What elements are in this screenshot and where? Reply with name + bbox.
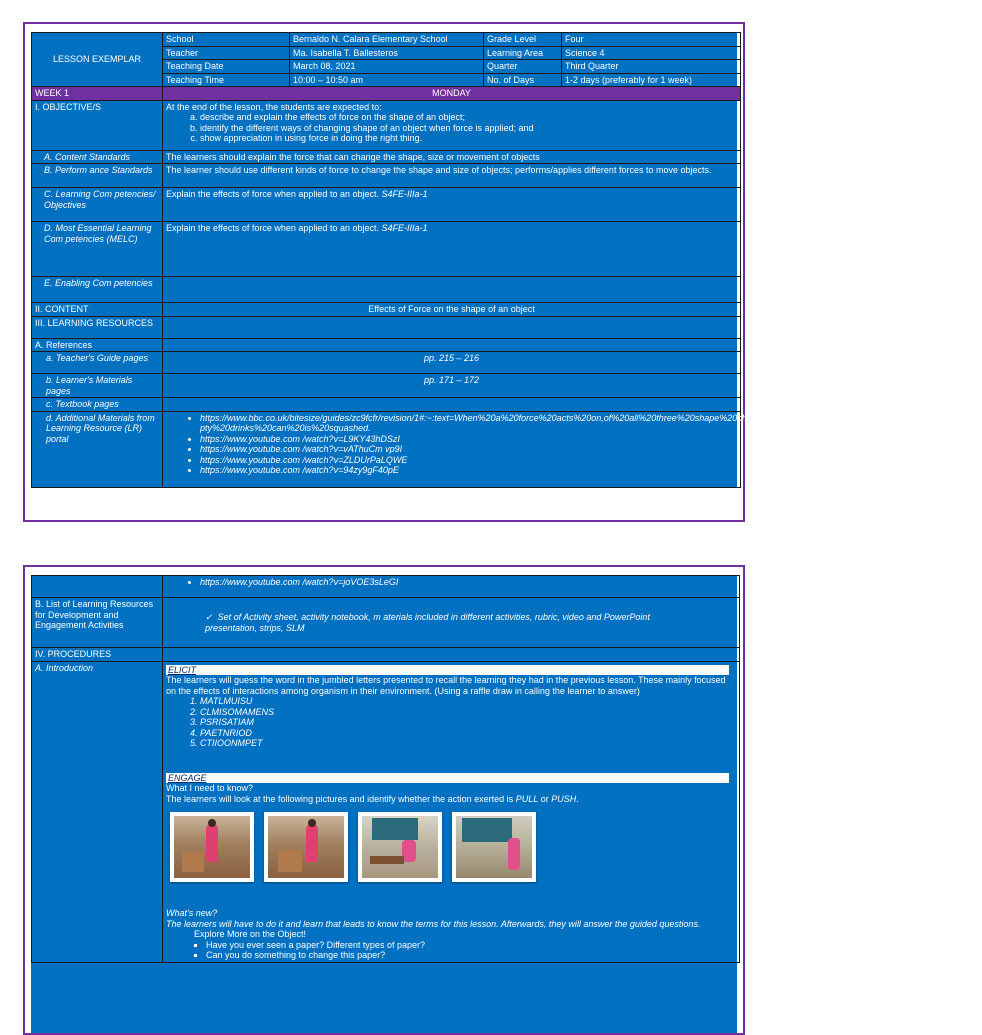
time-value: 10:00 – 10:50 am — [290, 73, 484, 87]
content-label: II. CONTENT — [32, 303, 163, 317]
link-item[interactable]: • https://www.youtube.com /watch?v=ZLDUrPaLQWE — [200, 455, 737, 466]
jumbled-word: 5. CTIIOONMPET — [200, 738, 729, 749]
textbook-label: c. Textbook pages — [32, 398, 163, 412]
competencies-label: C. Learning Com petencies/ Objectives — [32, 188, 163, 222]
jumbled-word: 2. CLMISOMAMENS — [200, 707, 729, 718]
area-value: Science 4 — [562, 46, 741, 60]
tg-value: pp. 215 – 216 — [163, 352, 741, 374]
engage-question: What I need to know? — [166, 783, 254, 793]
engage-text: The learners will look at the following pictures and identify whether the action exerted is — [166, 793, 514, 804]
question-item: ▪ Can you do something to change this paper? — [206, 950, 729, 961]
page-2 — [23, 565, 745, 1035]
photo-desk-push — [358, 812, 442, 882]
competencies-code: S4FE-IIIa-1 — [381, 189, 428, 199]
days-value: 1-2 days (preferably for 1 week) — [562, 73, 741, 87]
photo-row — [170, 812, 729, 882]
content-value: Effects of Force on the shape of an object — [163, 303, 741, 317]
engage-pull: PULL — [515, 793, 539, 804]
procedures-table — [31, 575, 737, 1033]
links-list — [166, 412, 982, 476]
elicit-heading: ELICIT — [166, 665, 729, 676]
objectives-list — [166, 112, 737, 144]
link-item[interactable]: • https://www.youtube.com /watch?v=94zy9gF40pE — [200, 465, 737, 476]
list-resources-label: B. List of Learning Resources for Development and Engagement Activities — [32, 598, 163, 648]
teacher-value: Ma. Isabella T. Ballesteros — [290, 46, 484, 60]
references-label: A. References — [32, 338, 163, 352]
area-label: Learning Area — [484, 46, 562, 60]
question-item: ▪ Have you ever seen a paper? Different types of paper? — [206, 940, 729, 951]
melc-code: S4FE-IIIa-1 — [381, 223, 428, 233]
photo-girl-board — [452, 812, 536, 882]
introduction-label: A. Introduction — [32, 661, 163, 962]
performance-standards-value: The learner should use different kinds of force to change the shape and size of objects; performs/applies different forces to move objects. — [163, 164, 741, 188]
competencies-cell — [163, 188, 741, 222]
objectives-intro: At the end of the lesson, the students are expected to: — [166, 101, 382, 112]
engage-or: or — [540, 793, 549, 804]
content-standards-value: The learners should explain the force that can change the shape, size or movement of objects — [163, 150, 741, 164]
school-value: Bernaldo N. Calara Elementary School — [290, 33, 484, 47]
page-1 — [23, 22, 982, 522]
date-value: March 08, 2021 — [290, 60, 484, 74]
teacher-label: Teacher — [163, 46, 290, 60]
photo-girl-pull — [264, 812, 348, 882]
melc-value: Explain the effects of force when applied to an object. — [166, 223, 379, 233]
quarter-label: Quarter — [484, 60, 562, 74]
school-label: School — [163, 33, 290, 47]
link-item[interactable]: • https://www.youtube.com /watch?v=vAThuCm vp9I — [200, 444, 737, 455]
objective-item: b. identify the different ways of changing shape of an object when force is applied; and — [200, 123, 737, 134]
engage-push: PUSH — [551, 793, 577, 804]
jumbled-word: 1. MATLMUISU — [200, 696, 729, 707]
questions-list — [166, 940, 729, 961]
textbook-value — [163, 398, 741, 412]
competencies-value: Explain the effects of force when applied to an object. — [166, 189, 379, 199]
introduction-cell — [163, 661, 740, 962]
photo-girl-push — [170, 812, 254, 882]
jumbled-word: 4. PAETNRIOD — [200, 728, 729, 739]
whats-new-text: The learners will have to do it and learn that leads to know the terms for this lesson. Afterwards, they will answer the guided questions. — [166, 918, 701, 929]
additional-materials-cell — [163, 411, 982, 487]
days-label: No. of Days — [484, 73, 562, 87]
grade-value: Four — [562, 33, 741, 47]
tg-label: a. Teacher's Guide pages — [32, 352, 163, 374]
date-label: Teaching Date — [163, 60, 290, 74]
learning-resources-label: III. LEARNING RESOURCES — [32, 316, 163, 338]
procedures-value — [163, 648, 740, 662]
enabling-label: E. Enabling Com petencies — [32, 277, 163, 303]
enabling-value — [163, 277, 741, 303]
time-label: Teaching Time — [163, 73, 290, 87]
link-cont-cell — [163, 576, 740, 598]
additional-materials-label: d. Additional Materials from Learning Resource (LR) portal — [32, 411, 163, 487]
content-standards-label: A. Content Standards — [32, 150, 163, 164]
lm-value: pp. 171 – 172 — [163, 374, 741, 398]
elicit-text: The learners will guess the word in the jumbled letters presented to recall the learning they had in the previous lesson. These mainly focused on the effects of interactions among organism in their environment. (Using a raffle draw in calling the learner to answer) — [166, 675, 726, 696]
objective-item: c. show appreciation in using force in doing the right thing. — [200, 133, 737, 144]
link-cont-label — [32, 576, 163, 598]
engage-text-line: The learners will look at the following pictures and identify whether the action exerted is PULL or PUSH. — [166, 793, 579, 804]
objective-item: a. describe and explain the effects of force on the shape of an object; — [200, 112, 737, 123]
jumbled-list — [166, 696, 729, 749]
day-label: MONDAY — [163, 87, 741, 101]
learning-resources-value — [163, 316, 741, 338]
melc-cell — [163, 222, 741, 277]
whats-new: What's new? — [166, 908, 218, 918]
grade-label: Grade Level — [484, 33, 562, 47]
quarter-value: Third Quarter — [562, 60, 741, 74]
jumbled-word: 3. PSRISATIAM — [200, 717, 729, 728]
lm-label: b. Learner's Materials pages — [32, 374, 163, 398]
objectives-label: I. OBJECTIVE/S — [32, 100, 163, 150]
list-resources-value: Set of Activity sheet, activity notebook, m aterials included in different activities, rubric, video and PowerPoint presentation, strips, SLM — [205, 612, 650, 633]
check-icon: ✓ — [205, 612, 213, 622]
performance-standards-label: B. Perform ance Standards — [32, 164, 163, 188]
list-resources-cell — [163, 598, 740, 648]
link-item[interactable]: • https://www.youtube.com /watch?v=L9KY43hDSzI — [200, 434, 737, 445]
link-item[interactable]: • https://www.youtube.com /watch?v=joVOE3sLeGI — [200, 577, 736, 588]
procedures-label: IV. PROCEDURES — [32, 648, 163, 662]
engage-heading: ENGAGE — [166, 773, 729, 784]
explore-label: Explore More on the Object! — [194, 929, 307, 939]
lesson-exemplar-title: LESSON EXEMPLAR — [32, 33, 163, 87]
references-value — [163, 338, 741, 352]
melc-label: D. Most Essential Learning Com petencies (MELC) — [32, 222, 163, 277]
week-label: WEEK 1 — [32, 87, 163, 101]
link-item[interactable]: • https://www.bbc.co.uk/bitesize/guides/zc9fcfr/revision/1#:~:text=When%20a%20force%20acts%20on,of%20all%20three%20shape%20changes.&text=Pull%20an%20object's%20ends%20apart,em pty%20drinks%20can%20is%20squashed. — [200, 413, 737, 434]
lesson-table — [31, 32, 982, 488]
objectives-cell — [163, 100, 741, 150]
